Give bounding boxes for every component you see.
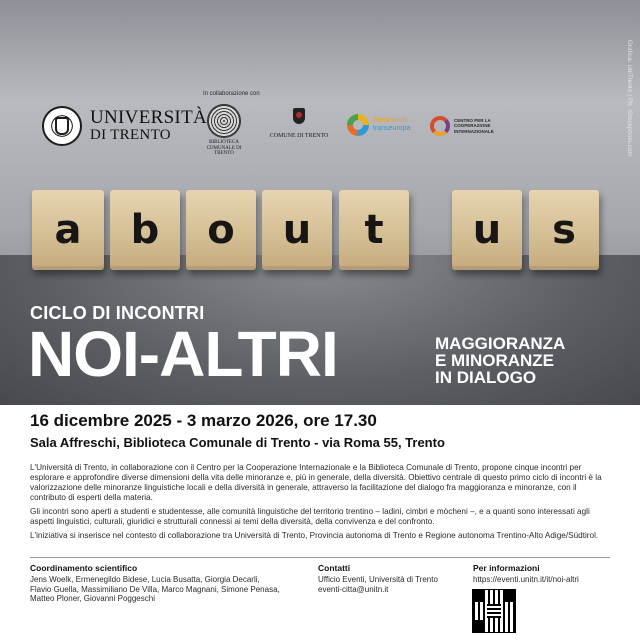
collaboration-label: In collaborazione con xyxy=(203,91,260,97)
letter-tile: o xyxy=(186,190,256,270)
contacts-heading: Contatti xyxy=(318,563,351,573)
event-venue: Sala Affreschi, Biblioteca Comunale di Trento - via Roma 55, Trento xyxy=(30,435,445,450)
contacts-office: Ufficio Eventi, Università di Trento xyxy=(318,575,438,585)
info-section xyxy=(473,563,633,585)
contacts-email[interactable]: eventi-citta@unitn.it xyxy=(318,584,389,594)
comune-name: COMUNE DI TRENTO xyxy=(269,133,329,139)
coordination-heading: Coordinamento scientifico xyxy=(30,563,138,573)
letter-tile: t xyxy=(339,190,409,270)
letter-tile: b xyxy=(110,190,180,270)
letter-tile: s xyxy=(529,190,599,270)
letter-tile: a xyxy=(32,190,104,270)
coordination-line: Matteo Ploner, Giovanni Poggeschi xyxy=(30,594,155,604)
letter-tile: u xyxy=(452,190,522,270)
subtitle-line: IN DIALOGO xyxy=(435,368,537,387)
cci-name: CENTRO PER LA COOPERAZIONE INTERNAZIONALE xyxy=(454,117,494,134)
info-url-link[interactable]: https://eventi.unitn.it/it/noi-altri xyxy=(473,575,579,585)
coordination-line: Flavio Guella, Massimiliano De Villa, Marco Magnani, Simone Penasa, xyxy=(30,584,280,594)
subtitle-line: MAGGIORANZA xyxy=(435,334,566,353)
biblioteca-name: BIBLIOTECA COMUNALE DI TRENTO xyxy=(206,140,242,156)
footer-divider xyxy=(30,557,610,558)
university-name-line2: DI TRENTO xyxy=(90,127,171,144)
info-heading: Per informazioni xyxy=(473,563,540,573)
contacts-section xyxy=(318,563,468,594)
description xyxy=(30,463,610,545)
transeuropa-line2: transeuropa xyxy=(373,125,411,132)
description-paragraph: Gli incontri sono aperti a studenti e studentesse, alle comunità linguistiche del territorio trentino – ladini, cimbri e mòcheni –, e a quanti sono interessati agli aspetti linguistici, culturali, giuridici e strutturali connessi ai temi della diversità, della convivenza e del confronto. xyxy=(30,507,590,526)
letter-tile: u xyxy=(262,190,332,270)
description-paragraph: L'iniziativa si inserisce nel contesto di collaborazione tra Università di Trento, Provincia autonoma di Trento e Regione autonoma Trentino-Alto Adige/Südtirol. xyxy=(30,531,599,540)
event-dates: 16 dicembre 2025 - 3 marzo 2026, ore 17.30 xyxy=(30,411,377,430)
event-title: NOI-ALTRI xyxy=(28,318,338,390)
coordination-section xyxy=(30,563,300,604)
event-subtitle xyxy=(435,335,565,386)
photo-credit: Grafica: UniTrento | Ph. iStockphoto.com xyxy=(626,40,632,157)
transeuropa-line1: Seminando xyxy=(373,116,409,124)
qr-code-icon[interactable] xyxy=(473,590,515,632)
subtitle-line: E MINORANZE xyxy=(435,351,554,370)
coordination-line: Jens Woelk, Ermenegildo Bidese, Lucia Busatta, Giorgia Decarli, xyxy=(30,575,260,585)
description-paragraph: L'Università di Trento, in collaborazione con il Centro per la Cooperazione Internazionale e la Biblioteca Comunale di Trento, propone cinque incontri per esplorare e approfondire diverse dimensioni della vita delle minoranze e, più in generale, della diversità. Obiettivo centrale di questo primo ciclo di incontri è la valorizzazione delle minoranze linguistiche locali e della diversità in generale, attraverso la facilitazione del dialogo fra maggioranza e minoranze, con il contributo di esperti della materia. xyxy=(30,463,602,502)
series-label: CICLO DI INCONTRI xyxy=(30,303,205,323)
university-name-line1: UNIVERSITÀ xyxy=(90,107,207,129)
